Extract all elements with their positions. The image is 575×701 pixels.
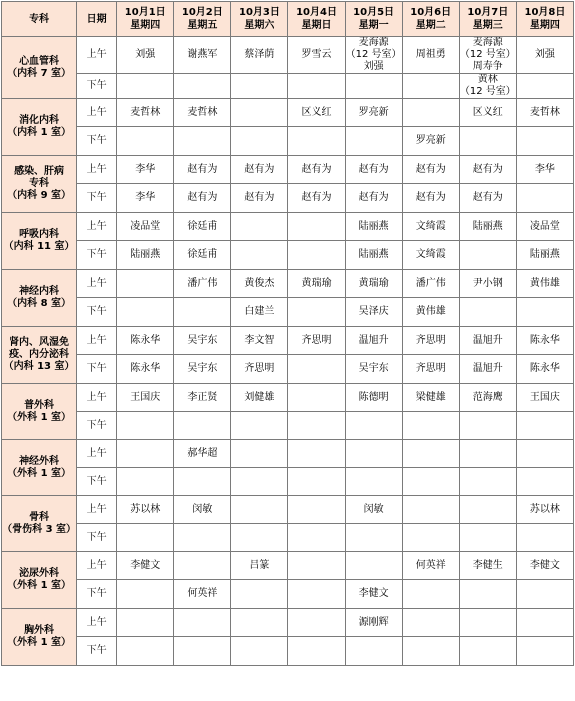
doctor-cell <box>288 241 345 270</box>
doctor-cell: 谢燕军 <box>174 37 231 74</box>
doctor-cell <box>459 580 516 609</box>
schedule-row <box>2 270 574 298</box>
schedule-row <box>2 37 574 74</box>
doctor-cell <box>288 355 345 384</box>
doctor-cell <box>231 127 288 156</box>
doctor-cell <box>402 637 459 666</box>
schedule-row <box>2 637 574 666</box>
header-day: 10月2日 星期五 <box>174 2 231 37</box>
department-name: 泌尿外科 （外科 1 室） <box>2 552 77 609</box>
doctor-cell: 黄瑞瑜 <box>345 270 402 298</box>
doctor-cell: 王国庆 <box>516 384 573 412</box>
doctor-cell <box>231 496 288 524</box>
doctor-cell: 赵有为 <box>459 184 516 213</box>
doctor-cell: 赵有为 <box>231 156 288 184</box>
doctor-cell: 温旭升 <box>459 355 516 384</box>
doctor-cell: 尹小钢 <box>459 270 516 298</box>
doctor-cell <box>288 580 345 609</box>
department-name: 感染、肝病 专科 （内科 9 室） <box>2 156 77 213</box>
doctor-cell: 闵敏 <box>345 496 402 524</box>
afternoon-label: 下午 <box>77 184 117 213</box>
doctor-cell <box>174 637 231 666</box>
doctor-cell: 陆丽燕 <box>345 213 402 241</box>
doctor-cell: 陈永华 <box>516 355 573 384</box>
doctor-cell <box>288 440 345 468</box>
doctor-cell: 区义红 <box>459 99 516 127</box>
doctor-cell <box>516 580 573 609</box>
doctor-cell <box>231 412 288 440</box>
header-day: 10月8日 星期四 <box>516 2 573 37</box>
doctor-cell <box>117 127 174 156</box>
doctor-cell <box>402 496 459 524</box>
header-day: 10月3日 星期六 <box>231 2 288 37</box>
doctor-cell: 徐廷甫 <box>174 213 231 241</box>
doctor-cell: 范海鹰 <box>459 384 516 412</box>
doctor-cell <box>516 637 573 666</box>
schedule-row <box>2 580 574 609</box>
doctor-cell: 齐思明 <box>231 355 288 384</box>
doctor-cell: 赵有为 <box>402 156 459 184</box>
doctor-cell <box>117 440 174 468</box>
doctor-cell <box>516 298 573 327</box>
schedule-row <box>2 384 574 412</box>
morning-label: 上午 <box>77 99 117 127</box>
doctor-cell: 王国庆 <box>117 384 174 412</box>
schedule-row <box>2 156 574 184</box>
schedule-row <box>2 552 574 580</box>
doctor-cell <box>402 74 459 99</box>
doctor-cell <box>459 127 516 156</box>
doctor-cell: 蔡泽荫 <box>231 37 288 74</box>
schedule-row <box>2 468 574 496</box>
afternoon-label: 下午 <box>77 298 117 327</box>
doctor-cell: 源刚辉 <box>345 609 402 637</box>
doctor-cell <box>288 468 345 496</box>
department-name: 呼吸内科 （内科 11 室） <box>2 213 77 270</box>
afternoon-label: 下午 <box>77 241 117 270</box>
doctor-cell <box>459 609 516 637</box>
doctor-cell: 赵有为 <box>345 156 402 184</box>
doctor-cell <box>459 524 516 552</box>
doctor-cell: 何英祥 <box>402 552 459 580</box>
doctor-cell: 麦哲林 <box>174 99 231 127</box>
morning-label: 上午 <box>77 37 117 74</box>
doctor-cell <box>117 412 174 440</box>
doctor-cell <box>288 127 345 156</box>
doctor-cell: 郝华超 <box>174 440 231 468</box>
doctor-cell <box>231 99 288 127</box>
doctor-cell: 刘强 <box>117 37 174 74</box>
schedule-row <box>2 609 574 637</box>
department-name: 肾内、风湿免 疫、内分泌科 （内科 13 室） <box>2 327 77 384</box>
doctor-cell: 陆丽燕 <box>117 241 174 270</box>
doctor-cell <box>117 468 174 496</box>
doctor-cell <box>231 580 288 609</box>
doctor-cell <box>117 609 174 637</box>
doctor-cell <box>459 468 516 496</box>
morning-label: 上午 <box>77 156 117 184</box>
doctor-cell: 李健文 <box>516 552 573 580</box>
doctor-cell <box>516 609 573 637</box>
doctor-cell: 苏以林 <box>117 496 174 524</box>
doctor-cell <box>231 241 288 270</box>
doctor-cell: 梁健雄 <box>402 384 459 412</box>
doctor-cell <box>402 609 459 637</box>
doctor-cell: 吴泽庆 <box>345 298 402 327</box>
doctor-cell <box>288 384 345 412</box>
schedule-row <box>2 213 574 241</box>
doctor-cell: 陈永华 <box>516 327 573 355</box>
schedule-table <box>1 1 574 666</box>
doctor-cell: 李华 <box>117 184 174 213</box>
doctor-cell: 温旭升 <box>345 327 402 355</box>
doctor-cell: 黄伟雄 <box>516 270 573 298</box>
doctor-cell <box>288 496 345 524</box>
doctor-cell: 吴宇东 <box>345 355 402 384</box>
doctor-cell: 齐思明 <box>402 355 459 384</box>
doctor-cell: 李华 <box>117 156 174 184</box>
department-name: 神经外科 （外科 1 室） <box>2 440 77 496</box>
doctor-cell: 文绮霞 <box>402 213 459 241</box>
doctor-cell <box>516 127 573 156</box>
doctor-cell <box>459 496 516 524</box>
schedule-row <box>2 355 574 384</box>
department-name: 心血管科 （内科 7 室） <box>2 37 77 99</box>
schedule-row <box>2 327 574 355</box>
doctor-cell: 闵敏 <box>174 496 231 524</box>
doctor-cell: 潘广伟 <box>402 270 459 298</box>
doctor-cell <box>117 270 174 298</box>
department-name: 神经内科 （内科 8 室） <box>2 270 77 327</box>
doctor-cell: 陈德明 <box>345 384 402 412</box>
morning-label: 上午 <box>77 496 117 524</box>
doctor-cell <box>345 468 402 496</box>
doctor-cell: 赵有为 <box>288 156 345 184</box>
header-date: 日期 <box>77 2 117 37</box>
doctor-cell: 苏以林 <box>516 496 573 524</box>
doctor-cell <box>402 440 459 468</box>
header-day: 10月5日 星期一 <box>345 2 402 37</box>
doctor-cell: 何英祥 <box>174 580 231 609</box>
doctor-cell: 陆丽燕 <box>459 213 516 241</box>
doctor-cell: 陈永华 <box>117 327 174 355</box>
doctor-cell: 李文智 <box>231 327 288 355</box>
doctor-cell: 李正贤 <box>174 384 231 412</box>
doctor-cell: 刘强 <box>516 37 573 74</box>
header-day: 10月1日 星期四 <box>117 2 174 37</box>
doctor-cell: 周祖勇 <box>402 37 459 74</box>
doctor-cell <box>345 74 402 99</box>
doctor-cell: 陆丽燕 <box>345 241 402 270</box>
schedule-row <box>2 74 574 99</box>
doctor-cell <box>402 412 459 440</box>
doctor-cell <box>288 213 345 241</box>
header-day: 10月4日 星期日 <box>288 2 345 37</box>
doctor-cell <box>516 524 573 552</box>
doctor-cell <box>288 412 345 440</box>
schedule-row <box>2 127 574 156</box>
doctor-cell: 麦海源 （12 号室） 刘强 <box>345 37 402 72</box>
doctor-cell <box>516 440 573 468</box>
doctor-cell <box>174 298 231 327</box>
doctor-cell <box>174 412 231 440</box>
doctor-cell <box>345 127 402 156</box>
doctor-cell: 凌品堂 <box>516 213 573 241</box>
afternoon-label: 下午 <box>77 580 117 609</box>
doctor-cell: 区义红 <box>288 99 345 127</box>
doctor-cell <box>345 637 402 666</box>
doctor-cell: 吴宇东 <box>174 355 231 384</box>
doctor-cell: 齐思明 <box>402 327 459 355</box>
doctor-cell <box>288 524 345 552</box>
doctor-cell: 吴宇东 <box>174 327 231 355</box>
afternoon-label: 下午 <box>77 637 117 666</box>
doctor-cell <box>288 637 345 666</box>
doctor-cell <box>174 609 231 637</box>
doctor-cell <box>288 74 345 99</box>
doctor-cell <box>516 74 573 99</box>
morning-label: 上午 <box>77 609 117 637</box>
doctor-cell <box>459 412 516 440</box>
doctor-cell: 麦海源 （12 号室） 周寿争 <box>459 37 516 72</box>
doctor-cell <box>231 74 288 99</box>
doctor-cell: 赵有为 <box>288 184 345 213</box>
doctor-cell: 陆丽燕 <box>516 241 573 270</box>
doctor-cell: 温旭升 <box>459 327 516 355</box>
schedule-row <box>2 524 574 552</box>
schedule-row <box>2 496 574 524</box>
doctor-cell <box>174 524 231 552</box>
doctor-cell <box>174 127 231 156</box>
doctor-cell <box>459 637 516 666</box>
doctor-cell <box>174 468 231 496</box>
morning-label: 上午 <box>77 440 117 468</box>
doctor-cell <box>174 74 231 99</box>
doctor-cell: 罗雪云 <box>288 37 345 74</box>
morning-label: 上午 <box>77 213 117 241</box>
doctor-cell <box>459 241 516 270</box>
doctor-cell <box>516 468 573 496</box>
doctor-cell <box>516 184 573 213</box>
doctor-cell: 黄瑞瑜 <box>288 270 345 298</box>
afternoon-label: 下午 <box>77 412 117 440</box>
doctor-cell <box>516 412 573 440</box>
doctor-cell: 黄俊杰 <box>231 270 288 298</box>
morning-label: 上午 <box>77 270 117 298</box>
doctor-cell <box>402 580 459 609</box>
header-dept: 专科 <box>2 2 77 37</box>
doctor-cell: 黄林 （12 号室） <box>459 74 516 97</box>
doctor-cell: 赵有为 <box>402 184 459 213</box>
department-name: 消化内科 （内科 1 室） <box>2 99 77 156</box>
schedule-row <box>2 298 574 327</box>
doctor-cell: 赵有为 <box>345 184 402 213</box>
morning-label: 上午 <box>77 327 117 355</box>
schedule-body <box>2 37 574 666</box>
doctor-cell <box>117 298 174 327</box>
doctor-cell <box>117 74 174 99</box>
afternoon-label: 下午 <box>77 127 117 156</box>
morning-label: 上午 <box>77 552 117 580</box>
doctor-cell <box>174 552 231 580</box>
doctor-cell: 吕篆 <box>231 552 288 580</box>
doctor-cell <box>231 609 288 637</box>
schedule-row <box>2 184 574 213</box>
morning-label: 上午 <box>77 384 117 412</box>
doctor-cell <box>345 552 402 580</box>
doctor-cell: 赵有为 <box>174 156 231 184</box>
doctor-cell: 刘健雄 <box>231 384 288 412</box>
department-name: 骨科 （骨伤科 3 室） <box>2 496 77 552</box>
doctor-cell <box>345 524 402 552</box>
doctor-cell <box>459 298 516 327</box>
doctor-cell <box>345 412 402 440</box>
schedule-row <box>2 99 574 127</box>
doctor-cell: 赵有为 <box>459 156 516 184</box>
doctor-cell: 白建兰 <box>231 298 288 327</box>
schedule-row <box>2 412 574 440</box>
doctor-cell: 麦哲林 <box>516 99 573 127</box>
doctor-cell <box>231 637 288 666</box>
doctor-cell <box>402 524 459 552</box>
doctor-cell: 李华 <box>516 156 573 184</box>
doctor-cell: 李健生 <box>459 552 516 580</box>
doctor-cell <box>231 440 288 468</box>
doctor-cell <box>117 637 174 666</box>
doctor-cell: 李健文 <box>117 552 174 580</box>
schedule-row <box>2 241 574 270</box>
doctor-cell: 赵有为 <box>231 184 288 213</box>
doctor-cell: 陈永华 <box>117 355 174 384</box>
doctor-cell: 罗亮新 <box>402 127 459 156</box>
doctor-cell: 潘广伟 <box>174 270 231 298</box>
doctor-cell: 赵有为 <box>174 184 231 213</box>
doctor-cell <box>402 99 459 127</box>
doctor-cell: 麦哲林 <box>117 99 174 127</box>
doctor-cell <box>288 552 345 580</box>
doctor-cell: 文绮霞 <box>402 241 459 270</box>
afternoon-label: 下午 <box>77 524 117 552</box>
department-name: 胸外科 （外科 1 室） <box>2 609 77 666</box>
doctor-cell: 李健文 <box>345 580 402 609</box>
header-day: 10月7日 星期三 <box>459 2 516 37</box>
afternoon-label: 下午 <box>77 355 117 384</box>
header-day: 10月6日 星期二 <box>402 2 459 37</box>
doctor-cell <box>402 468 459 496</box>
doctor-cell: 徐廷甫 <box>174 241 231 270</box>
doctor-cell <box>345 440 402 468</box>
doctor-cell <box>288 609 345 637</box>
doctor-cell: 齐思明 <box>288 327 345 355</box>
afternoon-label: 下午 <box>77 468 117 496</box>
doctor-cell <box>231 524 288 552</box>
doctor-cell: 黄伟雄 <box>402 298 459 327</box>
doctor-cell: 凌品堂 <box>117 213 174 241</box>
department-name: 普外科 （外科 1 室） <box>2 384 77 440</box>
doctor-cell <box>231 468 288 496</box>
doctor-cell <box>117 524 174 552</box>
doctor-cell <box>231 213 288 241</box>
doctor-cell <box>288 298 345 327</box>
doctor-cell: 罗亮新 <box>345 99 402 127</box>
schedule-row <box>2 440 574 468</box>
doctor-cell <box>117 580 174 609</box>
afternoon-label: 下午 <box>77 74 117 99</box>
doctor-cell <box>459 440 516 468</box>
